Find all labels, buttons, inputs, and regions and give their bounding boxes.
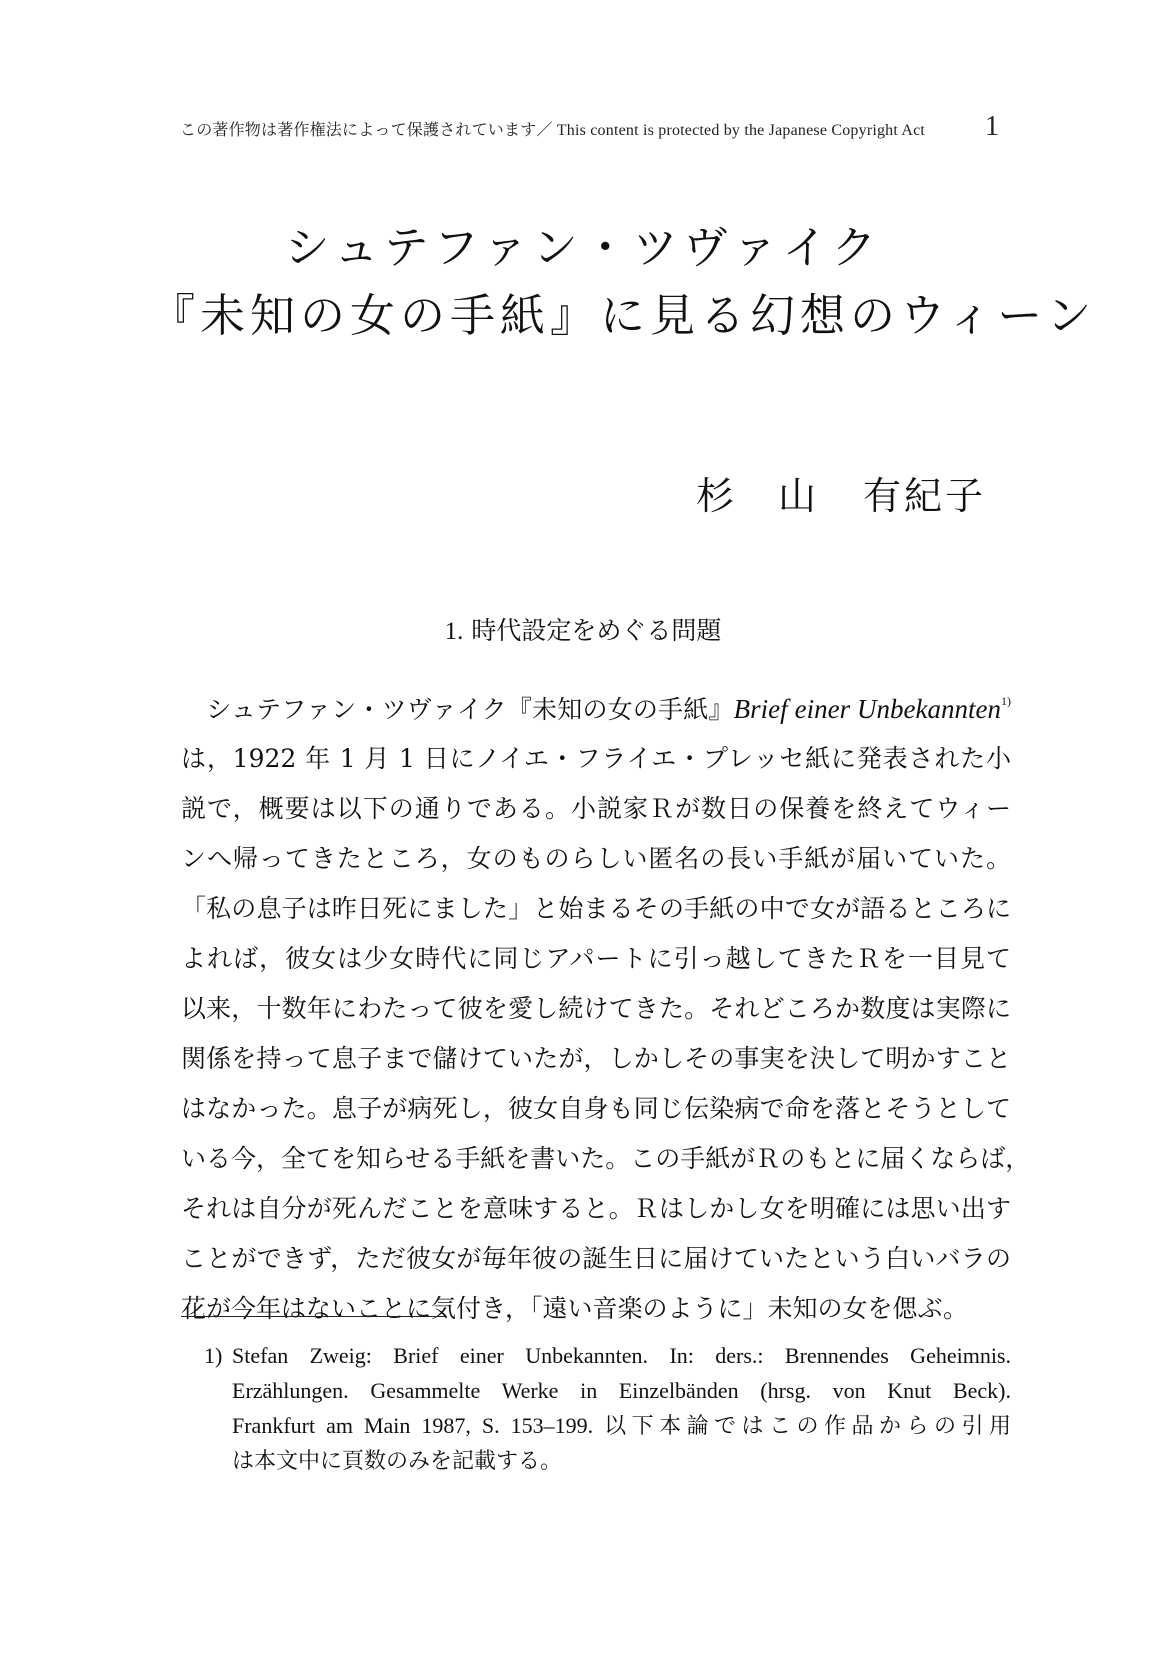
body-line: はなかった。息子が病死し，彼女自身も同じ伝染病で命を落とそうとして	[181, 1094, 1011, 1123]
author-given-name: 有紀子	[863, 474, 987, 518]
copyright-notice: この著作物は著作権法によって保護されています／ This content is protected by the Japanese Copyright Act	[180, 122, 926, 139]
footnote-reference[interactable]: 1)	[1001, 694, 1011, 708]
body-line-text: シュテファン・ツヴァイク『未知の女の手紙』	[181, 695, 734, 724]
body-line: 「私の息子は昨日死にました」と始まるその手紙の中で女が語るところに	[181, 894, 1011, 923]
section-title: 時代設定をめぐる問題	[471, 616, 722, 645]
author-surname: 杉 山	[696, 474, 820, 518]
body-line: よれば，彼女は少女時代に同じアパートに引っ越してきたＲを一目見て	[181, 944, 1011, 973]
body-line: 花が今年はないことに気付き，「遠い音楽のように」未知の女を偲ぶ。	[181, 1294, 969, 1323]
footnote-separator	[181, 1316, 447, 1317]
footnote-line: Erzählungen. Gesammelte Werke in Einzelbänden (hrsg. von Knut Beck).	[232, 1378, 1011, 1403]
author-name	[696, 474, 986, 518]
body-line: それは自分が死んだことを意味すると。Ｒはしかし女を明確には思い出す	[181, 1194, 1011, 1223]
body-line: いる今，全てを知らせる手紙を書いた。この手紙がＲのもとに届くならば，	[181, 1144, 1031, 1173]
section-number: 1.	[444, 618, 464, 645]
body-line: 関係を持って息子まで儲けていたが，しかしその事実を決して明かすこと	[181, 1044, 1011, 1073]
body-line: ンへ帰ってきたところ，女のものらしい匿名の長い手紙が届いていた。	[181, 844, 1011, 873]
article-title-line-2: 『未知の女の手紙』に見る幻想のウィーン	[150, 289, 1097, 342]
footnote-1	[204, 1338, 1011, 1478]
body-line: 以来，十数年にわたって彼を愛し続けてきた。それどころか数度は実際に	[181, 994, 1011, 1023]
footnote-marker: 1)	[204, 1343, 223, 1368]
footnote-line: Frankfurt am Main 1987, S. 153–199. 以下本論ではこの作品からの引用	[232, 1413, 1011, 1438]
page-number: 1	[985, 111, 999, 142]
footnote-line	[204, 1338, 1011, 1373]
body-line: ことができず，ただ彼女が毎年彼の誕生日に届けていたという白いバラの	[181, 1244, 1011, 1273]
body-paragraph	[181, 684, 1031, 1334]
article-title-line-1: シュテファン・ツヴァイク	[284, 221, 882, 274]
section-heading	[150, 614, 1016, 649]
footnote-line: は本文中に頁数のみを記載する。	[232, 1448, 563, 1473]
footnote-line-text: Stefan Zweig: Brief einer Unbekannten. In: ders.: Brennendes Geheimnis.	[232, 1343, 1011, 1368]
body-line	[181, 684, 1011, 734]
work-title-german: Brief einer Unbekannten	[733, 694, 1001, 724]
body-line: は，1922 年 1 月 1 日にノイエ・フライエ・プレッセ紙に発表された小	[181, 744, 1011, 773]
body-line: 説で，概要は以下の通りである。小説家Ｒが数日の保養を終えてウィー	[181, 794, 1011, 823]
